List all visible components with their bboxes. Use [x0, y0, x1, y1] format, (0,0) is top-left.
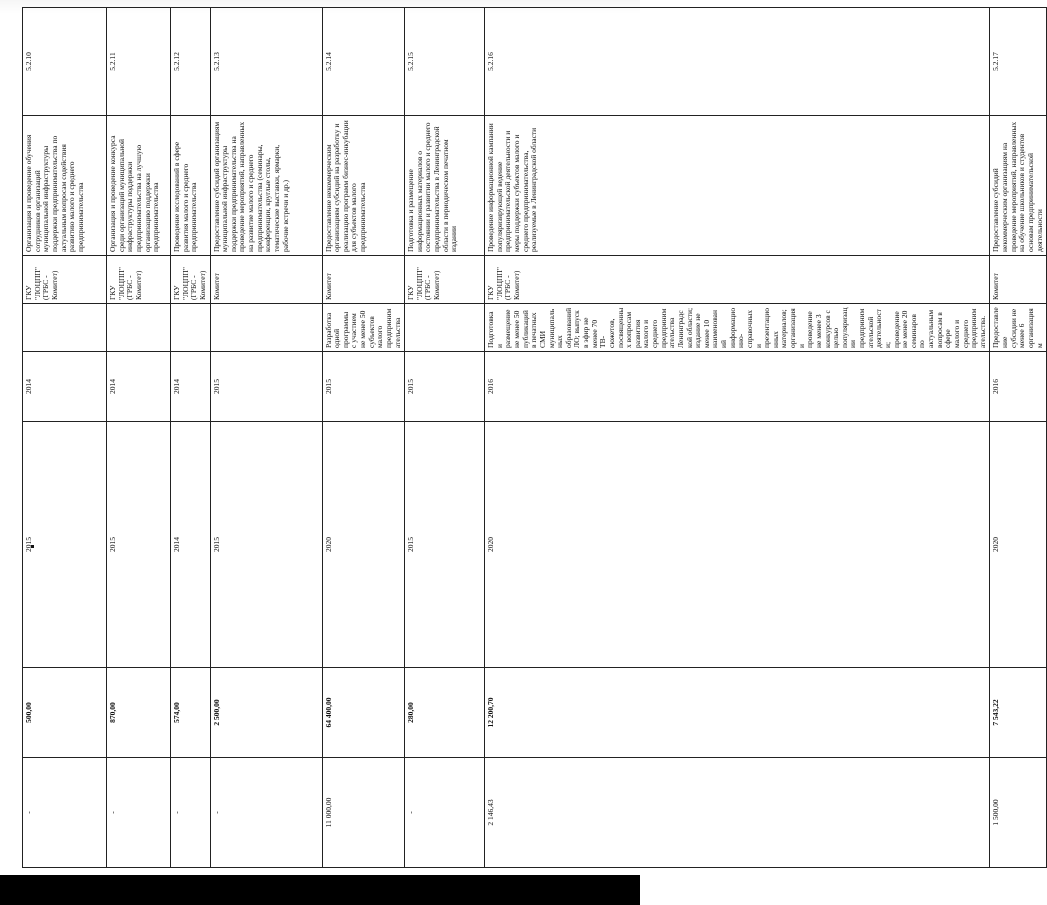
row-number-cell: 5.2.16 [485, 8, 990, 116]
year-start-cell: 2014 [23, 352, 107, 422]
result-cell [210, 304, 322, 352]
row-number-cell: 5.2.10 [23, 8, 107, 116]
amount-total-cell: 7 543,22 [990, 668, 1047, 758]
amount-total-cell: 870,00 [107, 668, 171, 758]
result-cell: Подготовка и размещение не менее 50 публикаций в печатных СМИ муниципальных образований ЛО; выпуск в эфир не менее 70 ТВ-сюжетов, посвященных вопросам развития малого и среднего предпринимательства Ленинградской области; издание не менее 10 наименований информационно-справочных и презентационных материалов; организация и проведение не менее 3 конкурсов с целью популяризации предпринимательской деятельности; проведение не менее 20 семинаров по актуальным вопросам в сфере малого и среднего предпринимательства. [485, 304, 990, 352]
year-end-cell: 2015 [405, 422, 485, 668]
event-cell: Проведение информационной кампании популяризирующей ведение предпринимательской деятельности и меры поддержки субъектов малого и среднего предпринимательства, реализуемые в Ленинградской области [485, 116, 990, 256]
row-number-cell: 5.2.14 [322, 8, 405, 116]
year-end-cell: 2014 [171, 422, 211, 668]
year-end-cell: 2020 [485, 422, 990, 668]
executor-cell: ГКУ "ЛОЦПП" (ГРБС - Комитет) [23, 256, 107, 304]
row-number-cell: 5.2.12 [171, 8, 211, 116]
amount-total-cell: 64 400,00 [322, 668, 405, 758]
event-cell: Предоставление субсидий некоммерческим организациям на проведение мероприятий, направленных на обучение школьников и студентов основам предпринимательской деятельности [990, 116, 1047, 256]
row-number-cell: 5.2.17 [990, 8, 1047, 116]
executor-cell: Комитет [990, 256, 1047, 304]
result-cell [107, 304, 171, 352]
amount-total-cell: 500,00 [23, 668, 107, 758]
executor-cell: Комитет [322, 256, 405, 304]
amount-total-cell: 574,00 [171, 668, 211, 758]
event-cell: Организация и проведение обучения сотрудников организаций муниципальной инфраструктуры поддержки предпринимательства по актуальным вопросам содействия развитию малого и среднего предпринимательства [23, 116, 107, 256]
year-end-cell: 2020 [322, 422, 405, 668]
executor-cell: ГКУ "ЛОЦПП" (ГРБС - Комитет) [107, 256, 171, 304]
year-start-cell: 2015 [322, 352, 405, 422]
row-number-cell: 5.2.13 [210, 8, 322, 116]
event-cell: Предоставление субсидий организациям муниципальной инфраструктуры поддержки предпринимательства на проведение мероприятий, направленных на развитие малого и среднего предпринимательства (семинары, конференции, круглые столы, тематические выставки, ярмарки, рабочие встречи и др.) [210, 116, 322, 256]
amount-planned-cell: 11 000,00 [322, 758, 405, 868]
amount-planned-cell: 2 146,43 [485, 758, 990, 868]
amount-planned-cell: - [405, 758, 485, 868]
event-cell: Проведение исследований в сфере развития малого и среднего предпринимательства [171, 116, 211, 256]
result-cell [23, 304, 107, 352]
amount-planned-cell: - [171, 758, 211, 868]
executor-cell: ГКУ "ЛОЦПП" (ГРБС - Комитет) [405, 256, 485, 304]
executor-cell: ГКУ "ЛОЦПП" (ГРБС - Комитет) [171, 256, 211, 304]
year-end-cell: 2015 [107, 422, 171, 668]
event-cell: Организация и проведение конкурса среди организаций муниципальной инфраструктуры поддержки предпринимательства на лучшую организацию поддержки предпринимательства [107, 116, 171, 256]
row-number-cell: 5.2.15 [405, 8, 485, 116]
amount-total-cell: 2 500,00 [210, 668, 322, 758]
amount-planned-cell: 1 500,00 [990, 758, 1047, 868]
table-row [990, 8, 1047, 868]
result-cell [405, 304, 485, 352]
table-row [210, 8, 322, 868]
result-cell [171, 304, 211, 352]
event-cell: Предоставление некоммерческим организациям субсидий на разработку и реализацию программ бизнес-инкубации для субъектов малого предпринимательства [322, 116, 405, 256]
table-row [107, 8, 171, 868]
scan-bottom-edge [0, 875, 640, 905]
amount-planned-cell: - [210, 758, 322, 868]
event-cell: Подготовка и размещение информационных материалов о состоянии и развитии малого и среднего предпринимательства в Ленинградской области в периодическом печатном издании [405, 116, 485, 256]
amount-planned-cell: - [23, 758, 107, 868]
year-start-cell: 2015 [210, 352, 322, 422]
year-start-cell: 2015 [405, 352, 485, 422]
table-row [171, 8, 211, 868]
amount-total-cell: 280,00 [405, 668, 485, 758]
year-start-cell: 2016 [990, 352, 1047, 422]
table-row [23, 8, 107, 868]
executor-cell: ГКУ "ЛОЦПП" (ГРБС - Комитет) [485, 256, 990, 304]
result-cell: Разработка одной программы с участием не менее 50 субъектов малого предпринимательства [322, 304, 405, 352]
amount-total-cell: 12 200,70 [485, 668, 990, 758]
row-number-cell: 5.2.11 [107, 8, 171, 116]
year-end-cell: 2015 [210, 422, 322, 668]
executor-cell: Комитет [210, 256, 322, 304]
amount-planned-cell: - [107, 758, 171, 868]
year-end-cell: 2020 [990, 422, 1047, 668]
rotated-page [22, 8, 1044, 868]
result-cell: Предоставление субсидии не менее 6 организациям [990, 304, 1047, 352]
table-row [485, 8, 990, 868]
year-start-cell: 2014 [107, 352, 171, 422]
year-start-cell: 2014 [171, 352, 211, 422]
table-row [405, 8, 485, 868]
year-start-cell: 2016 [485, 352, 990, 422]
table-row [322, 8, 405, 868]
year-end-cell: 2015 [23, 422, 107, 668]
program-table [22, 7, 1047, 868]
